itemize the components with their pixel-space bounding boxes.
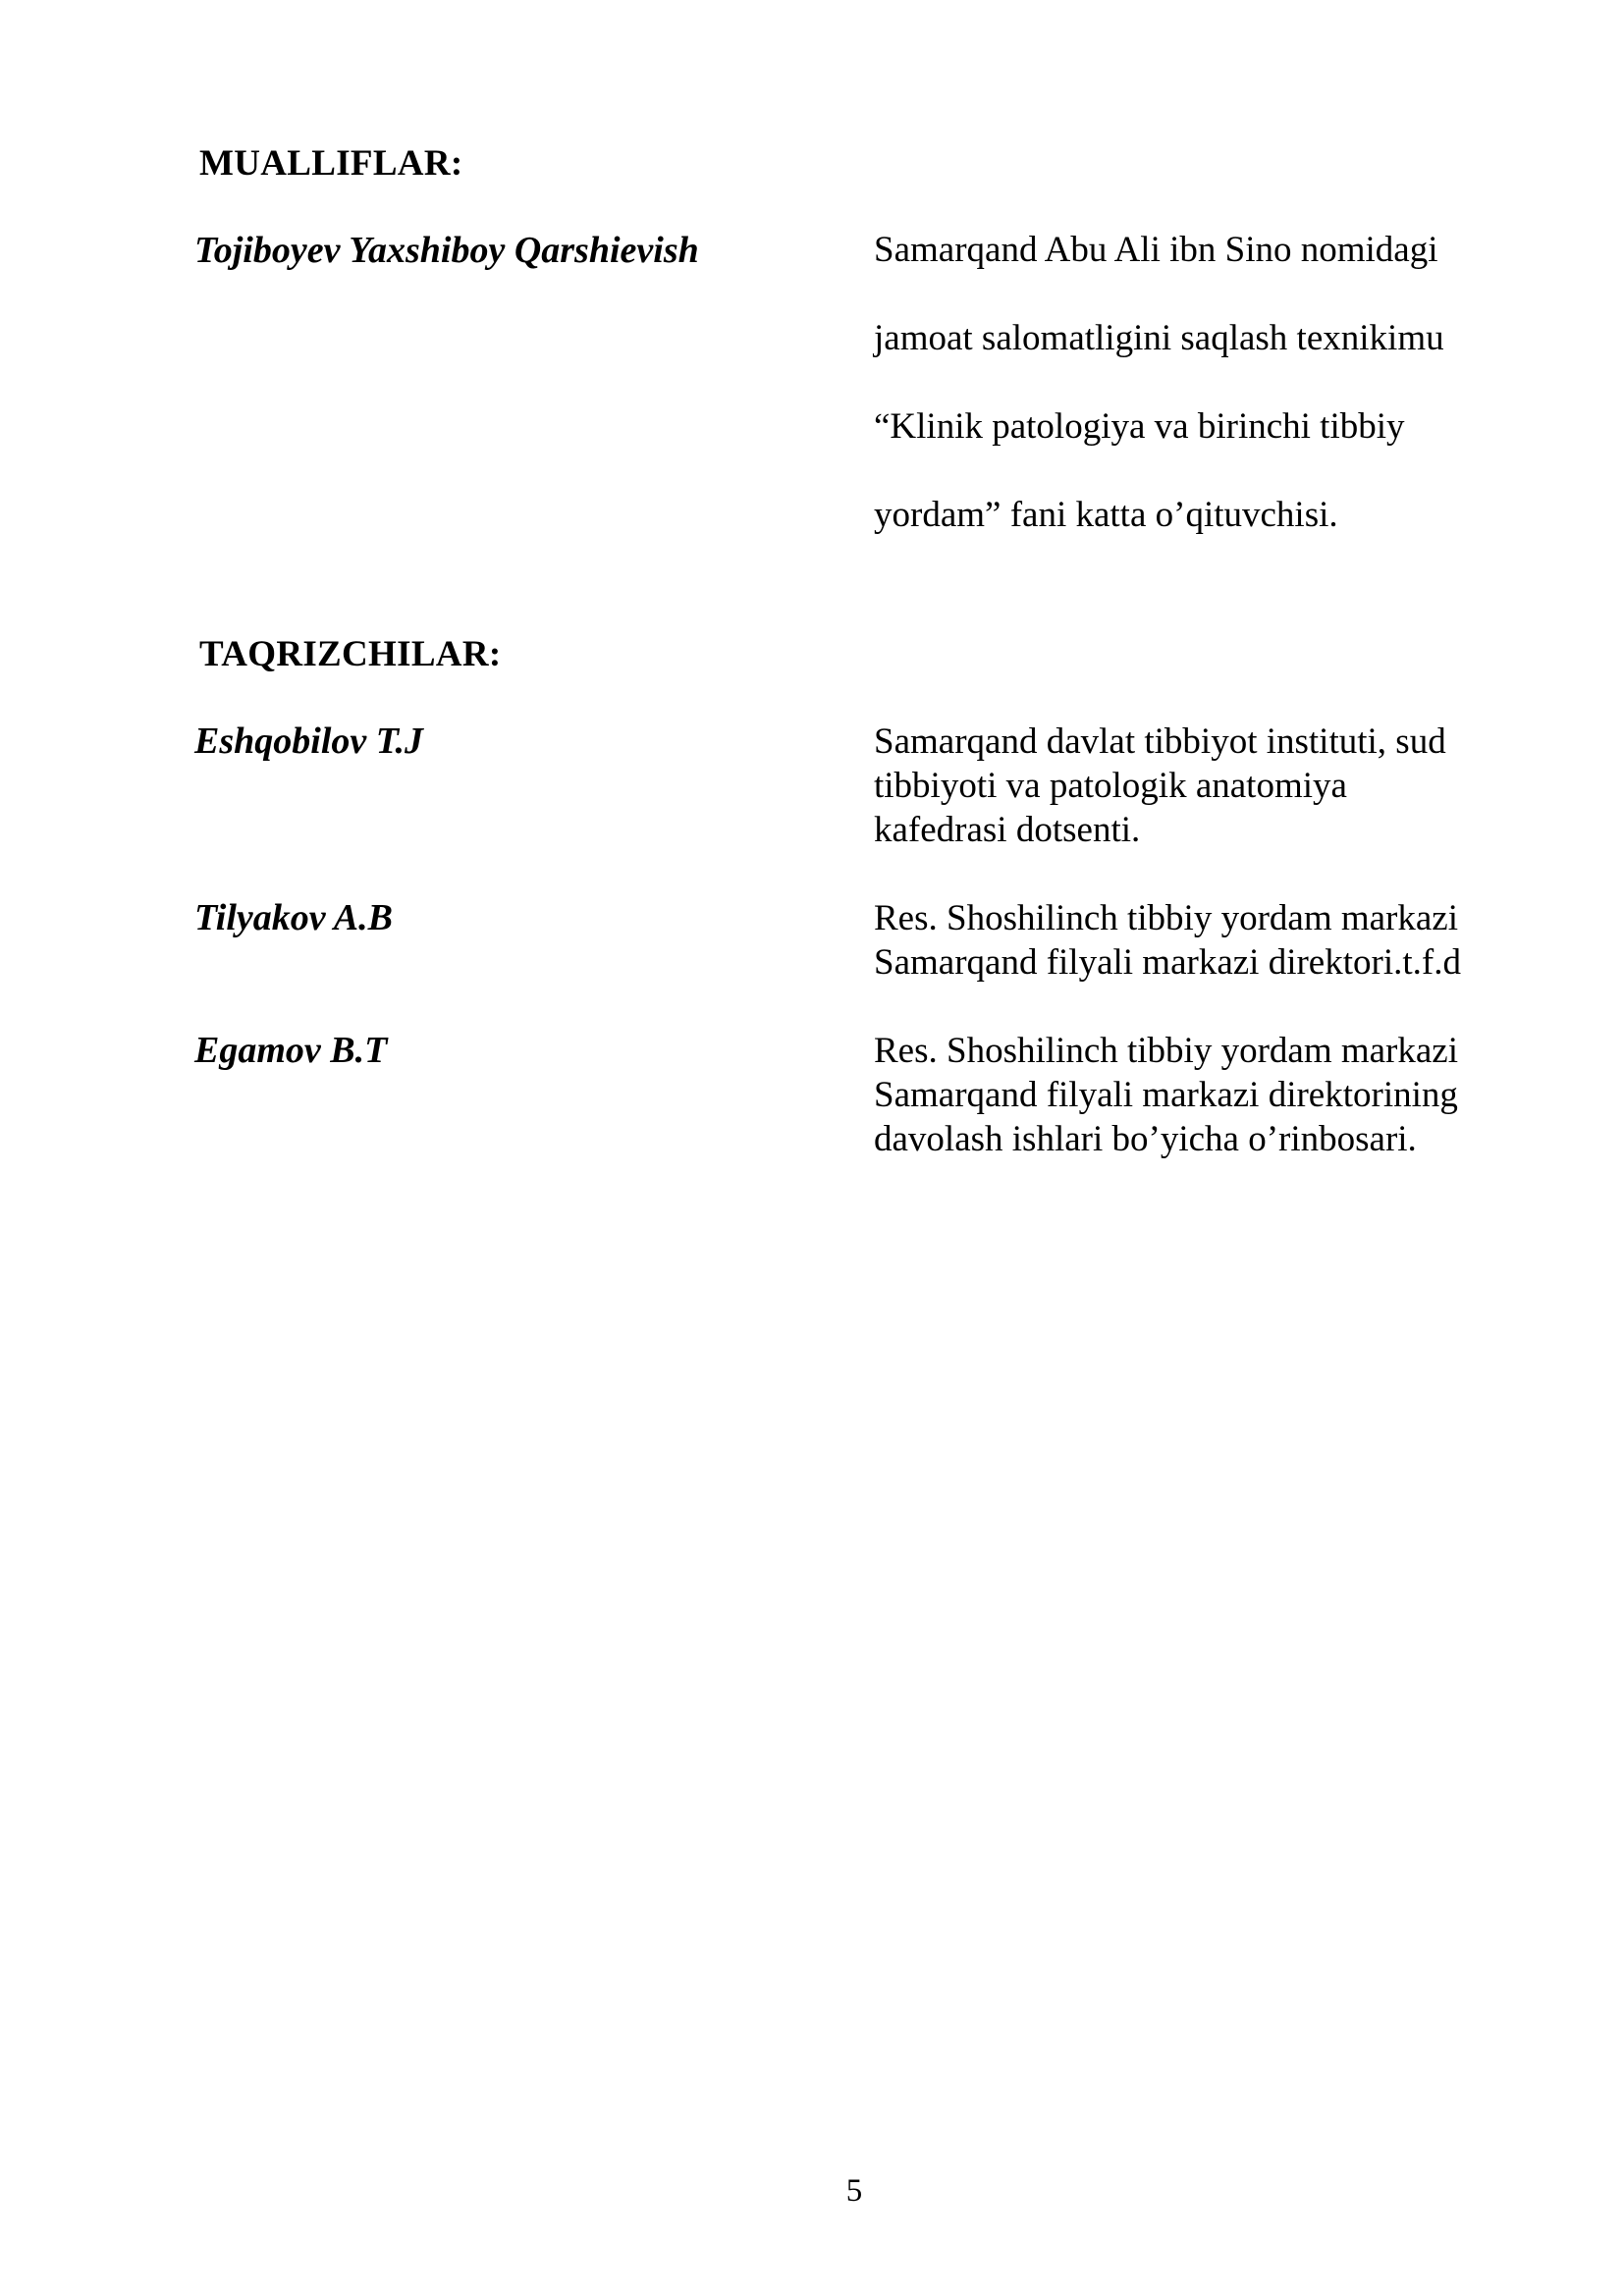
affiliation-line: Samarqand filyali markazi direktori.t.f.d (874, 942, 1461, 983)
reviewer-name: Eshqobilov T.J (194, 721, 423, 762)
authors-heading: MUALLIFLAR: (199, 143, 463, 184)
author-name: Tojiboyev Yaxshiboy Qarshievish (194, 230, 699, 271)
affiliation-line: jamoat salomatligini saqlash texnikimu (874, 318, 1444, 358)
affiliation-line: “Klinik patologiya va birinchi tibbiy (874, 406, 1405, 447)
page-number: 5 (845, 2173, 863, 2209)
affiliation-line: Samarqand davlat tibbiyot instituti, sud (874, 721, 1446, 762)
reviewer-affiliation (874, 720, 1446, 852)
reviewers-heading: TAQRIZCHILAR: (199, 634, 502, 674)
reviewer-affiliation (874, 896, 1461, 985)
affiliation-line: yordam” fani katta o’qituvchisi. (874, 495, 1338, 535)
affiliation-line: tibbiyoti va patologik anatomiya (874, 766, 1347, 806)
affiliation-line: Samarqand filyali markazi direktorining (874, 1075, 1458, 1115)
author-affiliation (874, 206, 1444, 560)
affiliation-line: kafedrasi dotsenti. (874, 810, 1141, 850)
reviewer-name: Tilyakov A.B (194, 897, 393, 938)
reviewer-affiliation (874, 1029, 1458, 1161)
affiliation-line: Res. Shoshilinch tibbiy yordam markazi (874, 1031, 1458, 1071)
affiliation-line: Res. Shoshilinch tibbiy yordam markazi (874, 898, 1458, 938)
affiliation-line: Samarqand Abu Ali ibn Sino nomidagi (874, 230, 1438, 270)
reviewer-name: Egamov B.T (194, 1030, 388, 1071)
affiliation-line: davolash ishlari bo’yicha o’rinbosari. (874, 1119, 1417, 1159)
